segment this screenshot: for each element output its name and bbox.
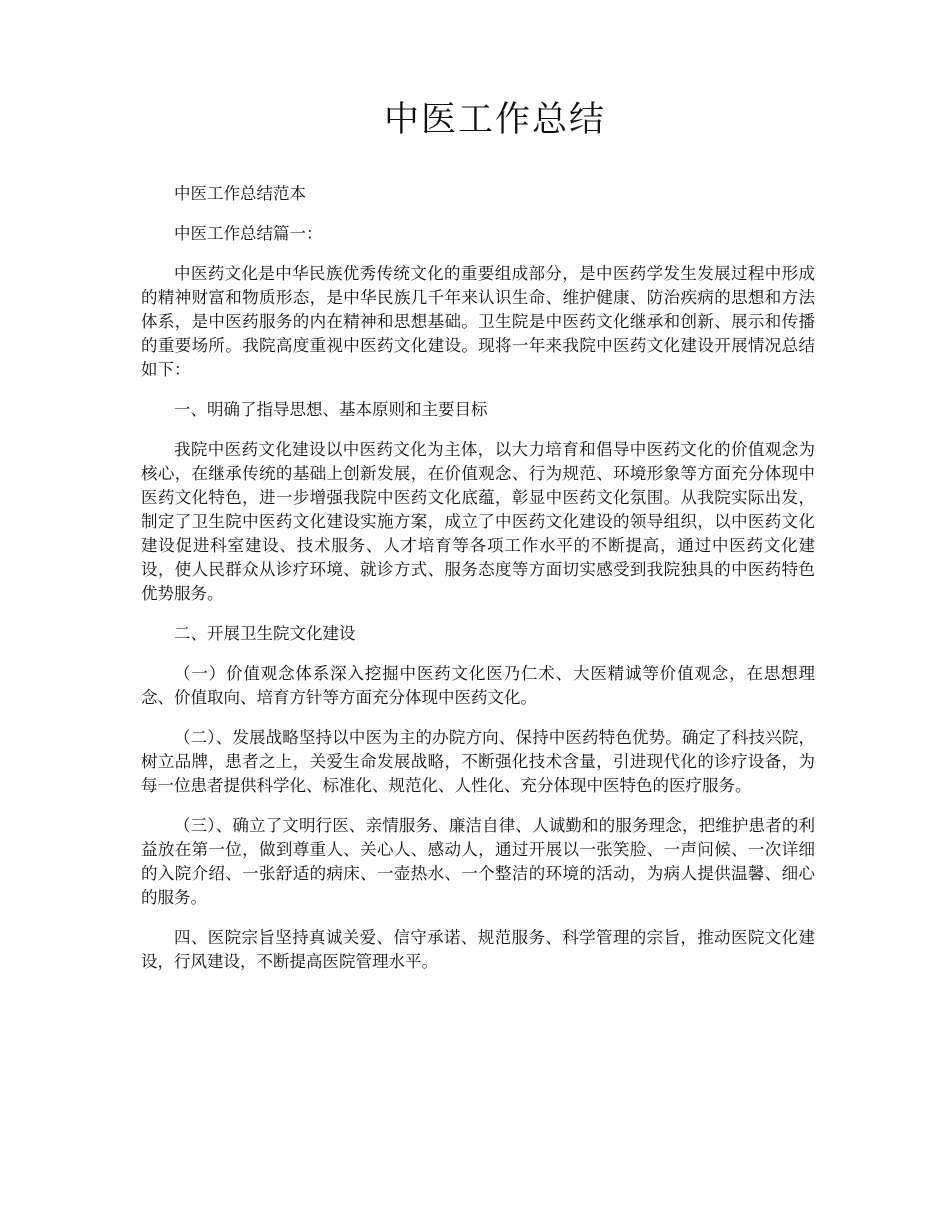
paragraph-part-one-heading: 中医工作总结篇一： <box>174 224 323 243</box>
section-heading-1: 一、明确了指导思想、基本原则和主要目标 <box>174 400 488 419</box>
paragraph-section-4: 四、医院宗旨坚持真诚关爱、信守承诺、规范服务、科学管理的宗旨，推动医院文化建设，行风建设，不断提高医院管理水平。 <box>141 928 815 971</box>
paragraph-item-3: （三）、确立了文明行医、亲情服务、廉洁自律、人诚勤和的服务理念，把维护患者的利益放在第一位，做到尊重人、关心人、感动人，通过开展以一张笑脸、一声问候、一次详细的入院介绍、一张舒适的病床、一壶热水、一个整洁的环境的活动，为病人提供温馨、细心的服务。 <box>141 816 815 907</box>
paragraph-section-1: 我院中医药文化建设以中医药文化为主体，以大力培育和倡导中医药文化的价值观念为核心，在继承传统的基础上创新发展，在价值观念、行为规范、环境形象等方面充分体现中医药文化特色，进一步增强我院中医药文化底蕴，彰显中医药文化氛围。从我院实际出发，制定了卫生院中医药文化建设实施方案，成立了中医药文化建设的领导组织，以中医药文化建设促进科室建设、技术服务、人才培育等各项工作水平的不断提高，通过中医药文化建设，使人民群众从诊疗环境、就诊方式、服务态度等方面切实感受到我院独具的中医药特色优势服务。 <box>141 440 815 603</box>
paragraph-subtitle: 中医工作总结范本 <box>174 184 306 203</box>
paragraph-intro: 中医药文化是中华民族优秀传统文化的重要组成部分，是中医药学发生发展过程中形成的精神财富和物质形态，是中华民族几千年来认识生命、维护健康、防治疾病的思想和方法体系，是中医药服务的内在精神和思想基础。卫生院是中医药文化继承和创新、展示和传播的重要场所。我院高度重视中医药文化建设。现将一年来我院中医药文化建设开展情况总结如下： <box>141 264 815 379</box>
paragraph-item-2: （二）、发展战略坚持以中医为主的办院方向、保持中医药特色优势。确定了科技兴院，树立品牌，患者之上，关爱生命发展战略，不断强化技术含量，引进现代化的诊疗设备，为每一位患者提供科学化、标准化、规范化、人性化、充分体现中医特色的医疗服务。 <box>141 728 815 795</box>
paragraph-item-1: （一）价值观念体系深入挖掘中医药文化医乃仁术、大医精诚等价值观念，在思想理念、价值取向、培育方针等方面充分体现中医药文化。 <box>141 664 815 707</box>
document-body <box>141 182 815 974</box>
section-heading-2: 二、开展卫生院文化建设 <box>174 624 356 643</box>
document-title: 中医工作总结 <box>383 100 606 140</box>
